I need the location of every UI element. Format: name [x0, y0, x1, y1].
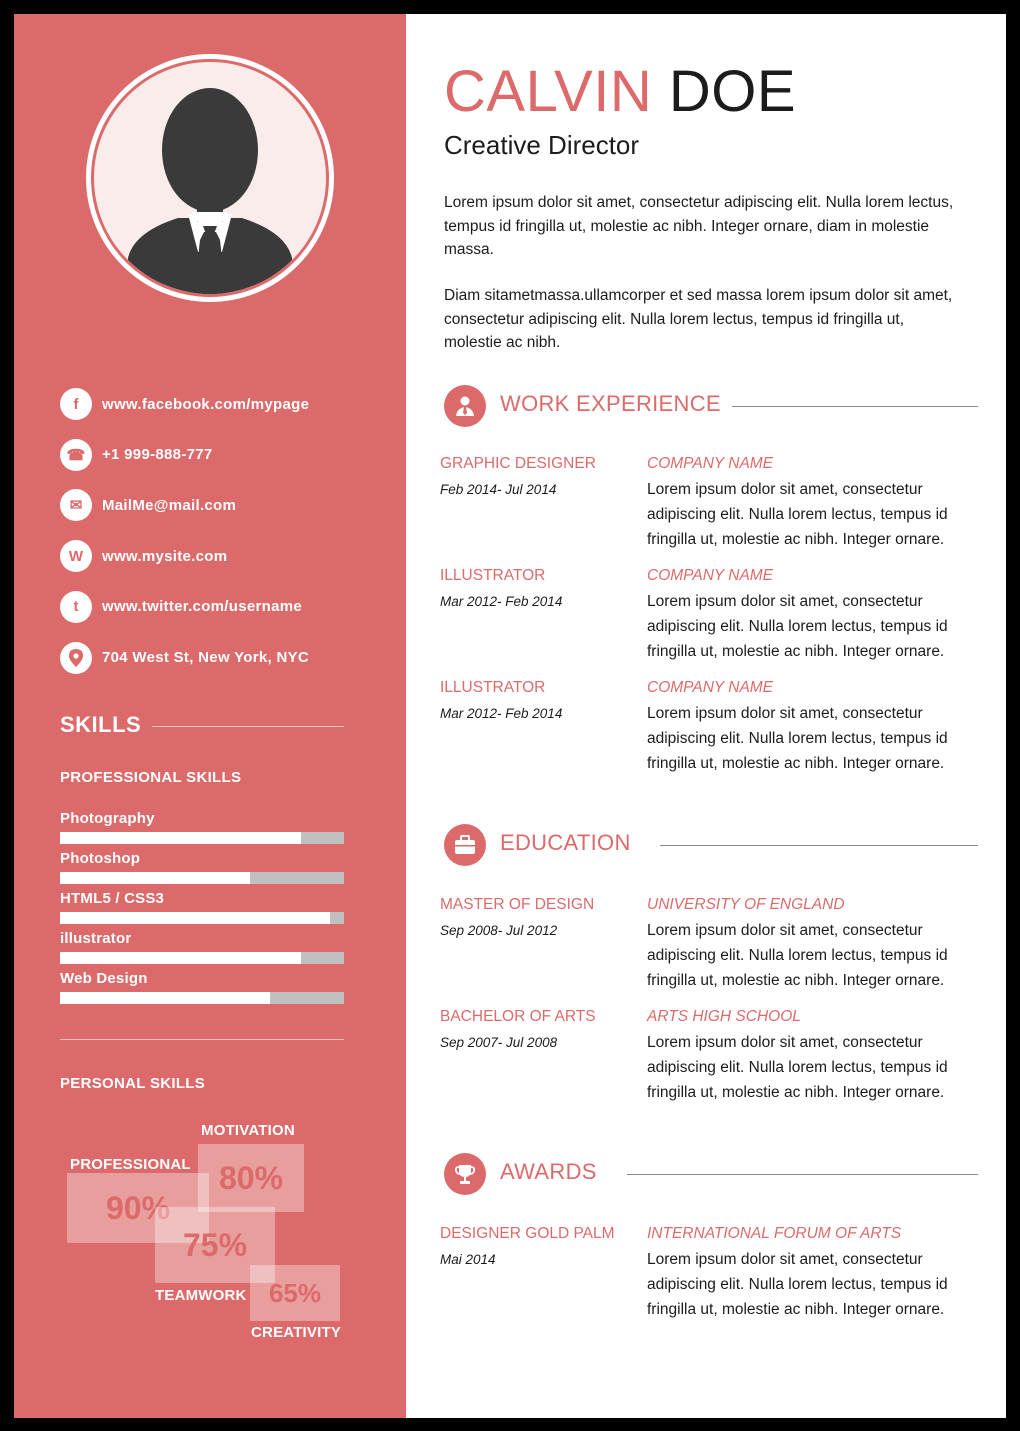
skill-label: Photoshop: [60, 850, 141, 867]
entry-date: Feb 2014- Jul 2014: [440, 482, 557, 497]
entry-description: Lorem ipsum dolor sit amet, consectetur adipiscing elit. Nulla lorem lectus, tempus id fringilla ut, molestie ac nibh. Integer ornare.: [647, 705, 948, 772]
divider: [60, 1039, 344, 1040]
entry-description: Lorem ipsum dolor sit amet, consectetur adipiscing elit. Nulla lorem lectus, tempus id fringilla ut, molestie ac nibh. Integer ornare.: [647, 481, 948, 548]
skill-bar-fill: [60, 992, 270, 1004]
skill-bar-fill: [60, 872, 250, 884]
contact-item: [60, 387, 309, 421]
entry-company: INTERNATIONAL FORUM OF ARTS: [647, 1225, 902, 1242]
entry-company: COMPANY NAME: [647, 679, 774, 696]
entry-role: GRAPHIC DESIGNER: [440, 455, 596, 472]
website-icon: W: [60, 540, 92, 572]
skill-bar: [60, 872, 344, 884]
entry-date: Mai 2014: [440, 1252, 496, 1267]
education-title: EDUCATION: [500, 830, 631, 855]
intro-paragraph: Lorem ipsum dolor sit amet, consectetur adipiscing elit. Nulla lorem lectus, tempus id fringilla ut, molestie ac nibh. Integer ornare, diam in molestie massa.: [444, 194, 954, 258]
intro-paragraph: Diam sitametmassa.ullamcorper et sed massa lorem ipsum dolor sit amet, consectetur adipiscing elit. Nulla lorem lectus, tempus id fringilla ut, molestie ac nibh.: [444, 287, 953, 351]
skill-bar: [60, 992, 344, 1004]
location-pin-icon: [60, 642, 92, 674]
personal-skill-professional-value: 90%: [67, 1173, 209, 1243]
user-tie-icon: [444, 385, 486, 427]
skills-title: SKILLS: [60, 712, 142, 737]
avatar: [86, 54, 334, 302]
entry-description: Lorem ipsum dolor sit amet, consectetur adipiscing elit. Nulla lorem lectus, tempus id fringilla ut, molestie ac nibh. Integer ornare.: [647, 922, 948, 989]
main-content: [406, 14, 1006, 1418]
entry-description: Lorem ipsum dolor sit amet, consectetur adipiscing elit. Nulla lorem lectus, tempus id fringilla ut, molestie ac nibh. Integer ornare.: [647, 1034, 948, 1101]
divider: [152, 726, 344, 727]
divider: [627, 1174, 978, 1175]
sidebar: [14, 14, 406, 1418]
entry-company: UNIVERSITY OF ENGLAND: [647, 896, 845, 913]
resume-page: [14, 14, 1006, 1418]
entry-role: BACHELOR OF ARTS: [440, 1008, 596, 1025]
phone-icon: ☎: [60, 439, 92, 471]
trophy-icon: [444, 1153, 486, 1195]
entry-description: Lorem ipsum dolor sit amet, consectetur adipiscing elit. Nulla lorem lectus, tempus id fringilla ut, molestie ac nibh. Integer ornare.: [647, 593, 948, 660]
entry-company: COMPANY NAME: [647, 567, 774, 584]
last-name: DOE: [668, 59, 797, 124]
contact-item: [60, 641, 309, 675]
job-title: Creative Director: [444, 130, 640, 160]
personal-skills-title: PERSONAL SKILLS: [60, 1075, 206, 1092]
skill-label: Web Design: [60, 970, 148, 987]
contact-text: www.twitter.com/username: [102, 598, 303, 616]
personal-skill-motivation-label: MOTIVATION: [201, 1122, 295, 1139]
entry-company: COMPANY NAME: [647, 455, 774, 472]
entry-description: Lorem ipsum dolor sit amet, consectetur adipiscing elit. Nulla lorem lectus, tempus id fringilla ut, molestie ac nibh. Integer ornare.: [647, 1251, 948, 1318]
personal-skill-teamwork-label: TEAMWORK: [155, 1287, 247, 1304]
skill-label: illustrator: [60, 930, 132, 947]
twitter-icon: t: [60, 591, 92, 623]
divider: [660, 845, 978, 846]
skill-label: Photography: [60, 810, 155, 827]
personal-skill-motivation-value: 80%: [198, 1144, 304, 1212]
personal-skill-teamwork-value: 75%: [155, 1207, 275, 1283]
entry-date: Mar 2012- Feb 2014: [440, 706, 563, 721]
contact-item: [60, 539, 227, 573]
skill-bar: [60, 832, 344, 844]
entry-date: Sep 2007- Jul 2008: [440, 1035, 558, 1050]
entry-date: Mar 2012- Feb 2014: [440, 594, 563, 609]
skill-bar: [60, 952, 344, 964]
entry-date: Sep 2008- Jul 2012: [440, 923, 558, 938]
divider: [732, 406, 978, 407]
skill-bar: [60, 912, 344, 924]
personal-skill-creativity-value: 65%: [250, 1265, 340, 1321]
personal-skill-professional-label: PROFESSIONAL: [70, 1156, 191, 1173]
contact-text: www.facebook.com/mypage: [102, 395, 310, 413]
skill-bar-fill: [60, 952, 301, 964]
first-name: CALVIN: [444, 59, 653, 124]
briefcase-icon: [444, 824, 486, 866]
entry-role: ILLUSTRATOR: [440, 567, 546, 584]
work-experience-title: WORK EXPERIENCE: [500, 391, 721, 416]
skill-label: HTML5 / CSS3: [60, 890, 165, 907]
mail-icon: ✉: [60, 489, 92, 521]
contact-text: www.mysite.com: [102, 547, 228, 565]
professional-skills-title: PROFESSIONAL SKILLS: [60, 769, 242, 786]
contact-text: 704 West St, New York, NYC: [102, 649, 310, 666]
entry-role: ILLUSTRATOR: [440, 679, 546, 696]
contact-item: [60, 488, 236, 522]
entry-role: DESIGNER GOLD PALM: [440, 1225, 615, 1242]
entry-role: MASTER OF DESIGN: [440, 896, 595, 913]
skill-bar-fill: [60, 912, 330, 924]
personal-skill-creativity-label: CREATIVITY: [251, 1324, 342, 1341]
contact-text: MailMe@mail.com: [102, 496, 237, 514]
person-silhouette-icon: [94, 62, 326, 294]
entry-company: ARTS HIGH SCHOOL: [647, 1008, 801, 1025]
awards-title: AWARDS: [500, 1159, 597, 1184]
contact-item: [60, 438, 213, 472]
skill-bar-fill: [60, 832, 301, 844]
contact-item: [60, 590, 302, 624]
avatar-silhouette: [91, 59, 329, 297]
facebook-icon: f: [60, 388, 92, 420]
full-name: [444, 58, 796, 125]
contact-text: +1 999-888-777: [102, 446, 213, 464]
